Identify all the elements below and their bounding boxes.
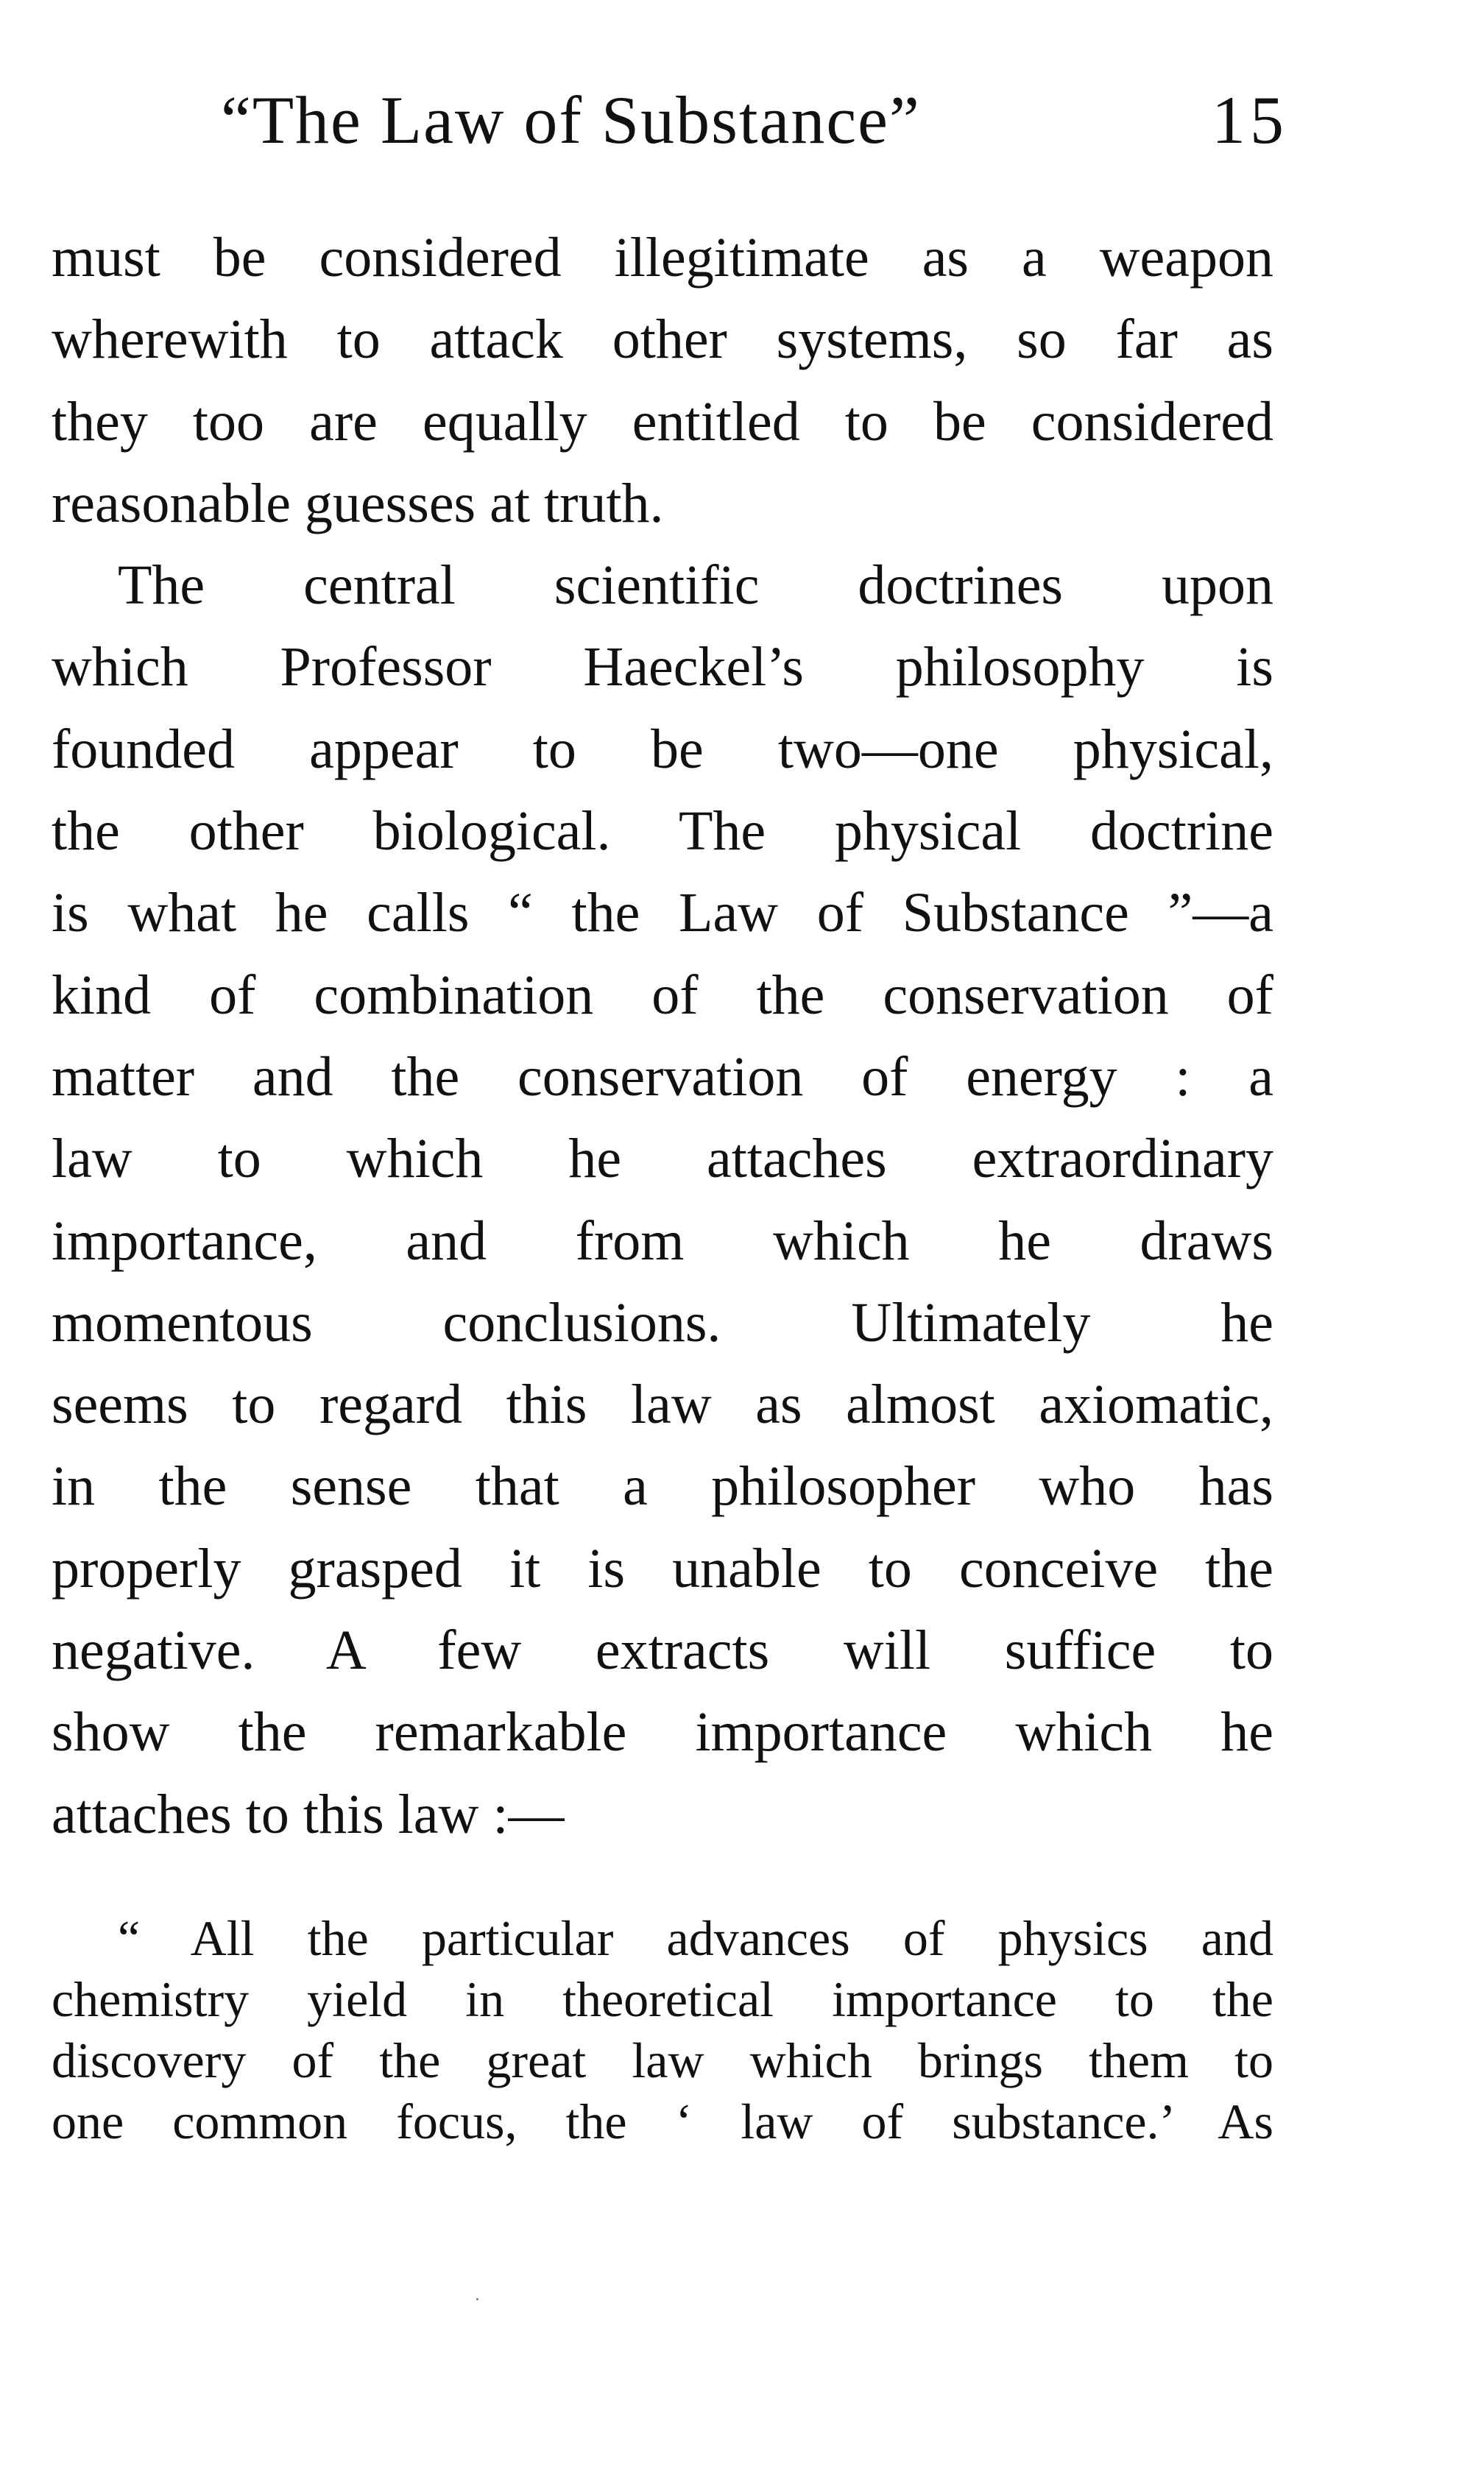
quote-line: one common focus, the ‘ law of substance.’ As [52,2093,1273,2149]
text-line: law to which he attaches extraordinary [52,1128,1273,1190]
page-header [221,81,1288,162]
body-text [52,217,1273,1856]
text-line: show the remarkable importance which he [52,1701,1273,1764]
quote-line: discovery of the great law which brings them to [52,2032,1273,2088]
text-line: kind of combination of the conservation of [52,964,1273,1026]
text-line: founded appear to be two—one physical, [52,718,1273,780]
text-line: the other biological. The physical doctrine [52,800,1273,863]
text-line: importance, and from which he draws [52,1209,1273,1272]
quote-line: “ All the particular advances of physics and [118,1910,1273,1966]
block-quote [52,1908,1273,2152]
text-line: which Professor Haeckel’s philosophy is [52,636,1273,699]
paper-speck [476,2298,478,2300]
text-line: momentous conclusions. Ultimately he [52,1291,1273,1354]
text-line: must be considered illegitimate as a weapon [52,227,1273,289]
text-line: properly grasped it is unable to conceive the [52,1537,1273,1600]
text-line: The central scientific doctrines upon [118,554,1273,617]
text-line: negative. A few extracts will suffice to [52,1619,1273,1682]
text-line: wherewith to attack other systems, so far as [52,308,1273,371]
text-line: they too are equally entitled to be considered [52,390,1273,453]
text-line: is what he calls “ the Law of Substance ”—a [52,882,1273,944]
page-number: 15 [1212,82,1288,158]
text-line: matter and the conservation of energy : a [52,1045,1273,1108]
text-line: seems to regard this law as almost axiomatic, [52,1374,1273,1436]
running-title: “The Law of Substance” [221,82,921,158]
text-line: attaches to this law :— [52,1783,565,1845]
quote-line: chemistry yield in theoretical importance to the [52,1971,1273,2027]
text-line: in the sense that a philosopher who has [52,1455,1273,1518]
text-line: reasonable guesses at truth. [52,472,664,534]
